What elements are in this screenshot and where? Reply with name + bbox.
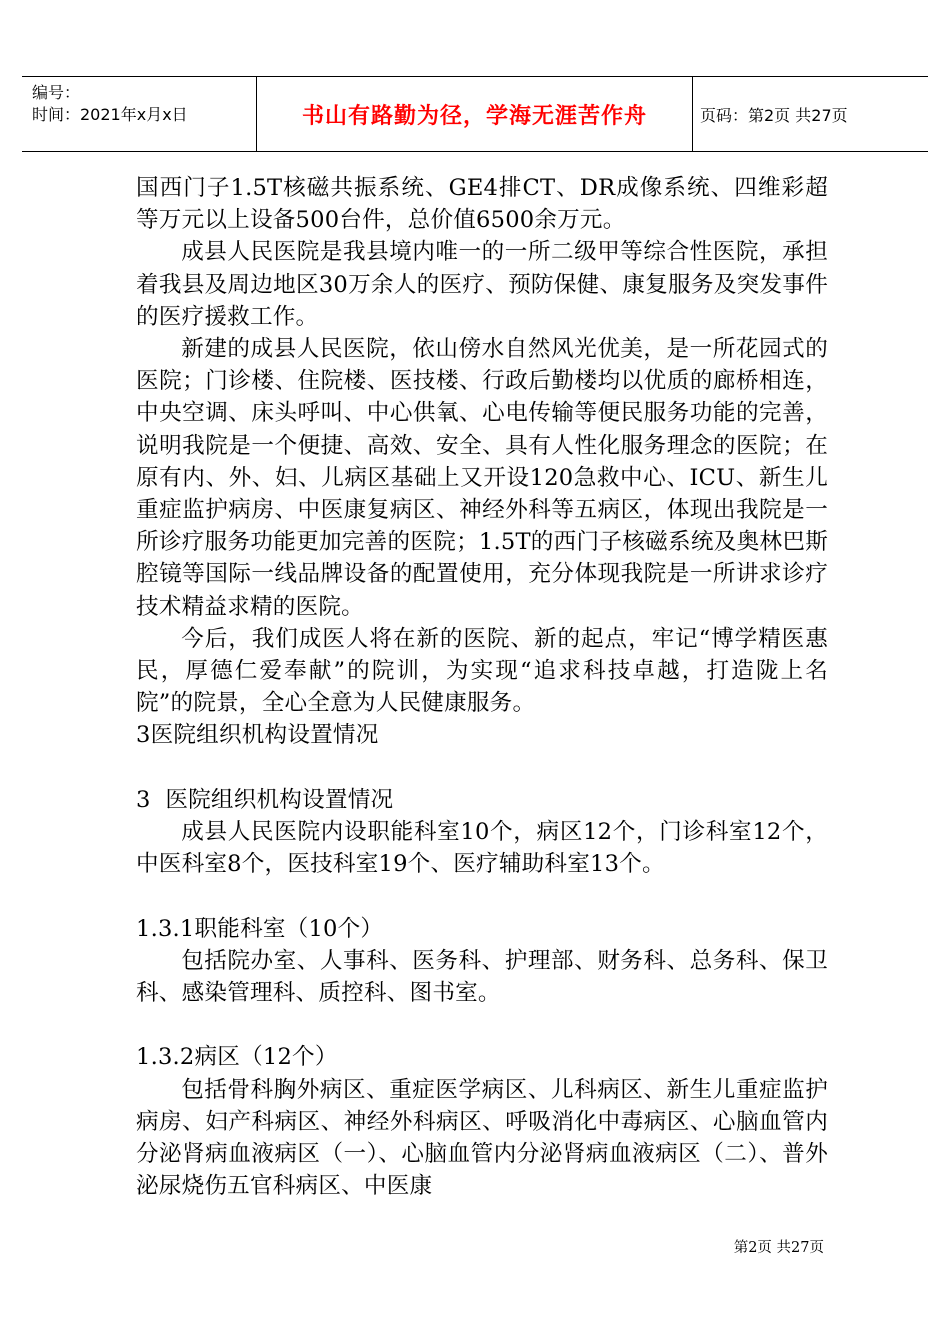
paragraph: 今后，我们成医人将在新的医院、新的起点，牢记“博学精医惠民，厚德仁爱奉献”的院训，为实现“追求科技卓越，打造陇上名院”的院景，全心全意为人民健康服务。 (136, 625, 828, 717)
paragraph: 新建的成县人民医院，依山傍水自然风光优美，是一所花园式的医院；门诊楼、住院楼、医技楼、行政后勤楼均以优质的廊桥相连，中央空调、床头呼叫、中心供氧、心电传输等便民服务功能的完善，说明我院是一个便捷、高效、安全、具有人性化服务理念的医院；在原有内、外、妇、儿病区基础上又开设120急救中心、ICU、新生儿重症监护病房、中医康复病区、神经外科等五病区，体现出我院是一所诊疗服务功能更加完善的医院；1.5T的西门子核磁系统及奥林巴斯腔镜等国际一线品牌设备的配置使用，充分体现我院是一所讲求诊疗技术精益求精的医院。 (136, 336, 828, 620)
header-motto: 书山有路勤为径，学海无涯苦作舟 (301, 102, 647, 129)
document-body (136, 172, 828, 1202)
header-meta (32, 77, 280, 151)
paragraph: 成县人民医院内设职能科室10个，病区12个，门诊科室12个，中医科室8个，医技科室19个、医疗辅助科室13个。 (136, 819, 828, 878)
paragraph: 包括骨科胸外病区、重症医学病区、儿科病区、新生儿重症监护病房、妇产科病区、神经外科病区、呼吸消化中毒病区、心脑血管内分泌肾病血液病区（一）、心脑血管内分泌肾病血液病区（二）、普外泌尿烧伤五官科病区、中医康 (136, 1076, 828, 1200)
section-heading: 3医院组织机构设置情况 (136, 722, 379, 749)
subsection-heading: 1.3.2病区（12个） (136, 1044, 338, 1071)
section-heading: 3 医院组织机构设置情况 (136, 786, 394, 813)
spacer (136, 1009, 828, 1041)
paragraph: 包括院办室、人事科、医务科、护理部、财务科、总务科、保卫科、感染管理科、质控科、图书室。 (136, 947, 828, 1007)
doc-time-label: 时间：2021年x月x日 (32, 105, 188, 124)
paragraph: 国西门子1.5T核磁共振系统、GE4排CT、DR成像系统、四维彩超等万元以上设备500台件，总价值6500余万元。 (136, 175, 828, 234)
subsection-heading: 1.3.1职能科室（10个） (136, 915, 384, 942)
page-header (22, 76, 928, 152)
page-footer (0, 1236, 950, 1260)
header-page-code: 页码：第2页 共27页 (700, 105, 848, 125)
footer-page-number: 第2页 共27页 (733, 1240, 824, 1256)
spacer (136, 752, 828, 784)
doc-number-label: 编号： (32, 83, 81, 102)
paragraph: 成县人民医院是我县境内唯一的一所二级甲等综合性医院，承担着我县及周边地区30万余人的医疗、预防保健、康复服务及突发事件的医疗援救工作。 (136, 239, 828, 330)
spacer (136, 880, 828, 912)
header-divider (692, 77, 693, 151)
